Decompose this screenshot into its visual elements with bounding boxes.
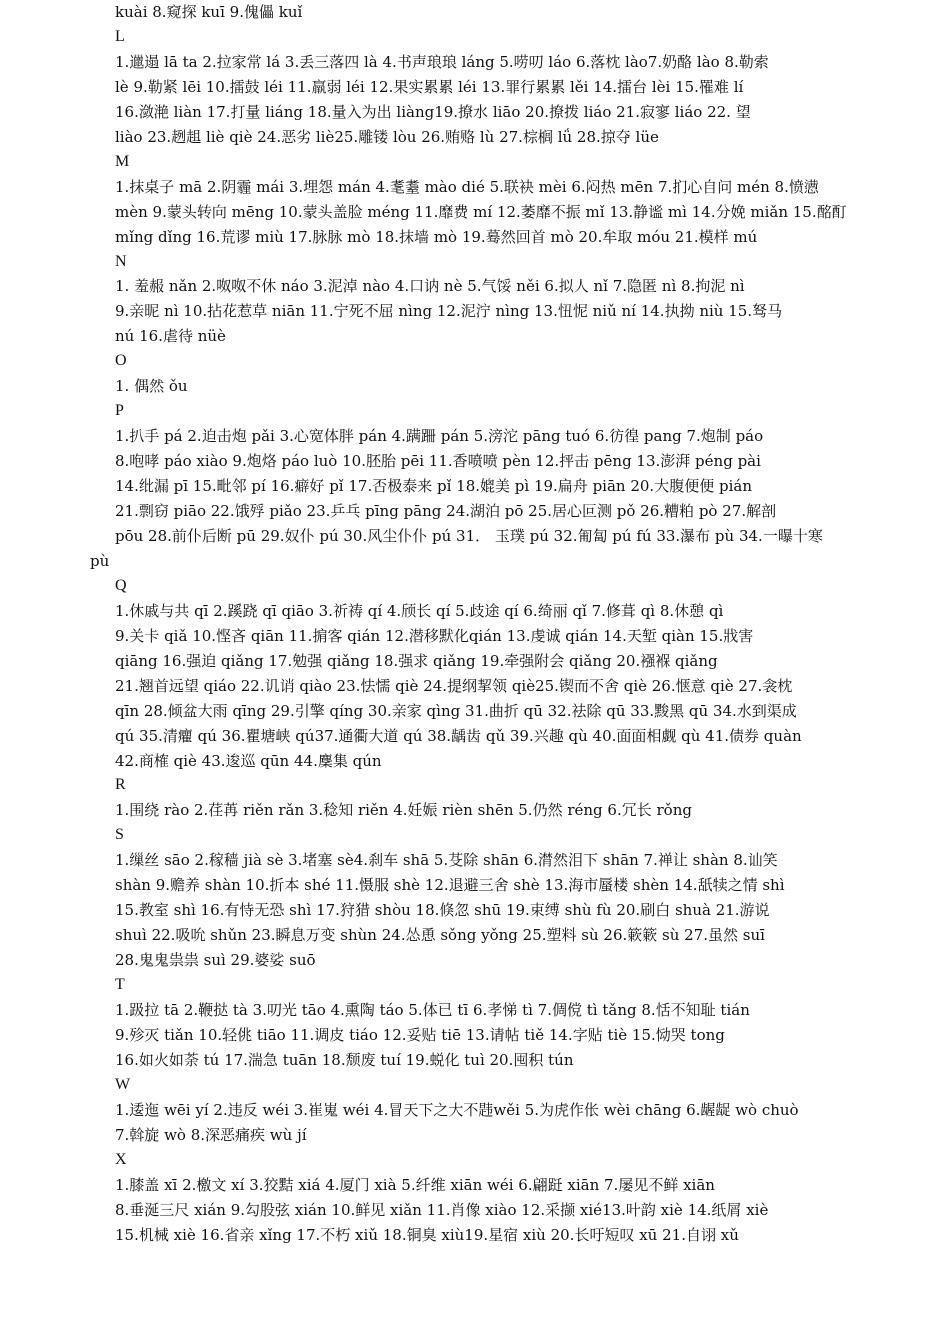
section-heading: M [115, 152, 130, 170]
text-line: 1.扒手 pá 2.迫击炮 pǎi 3.心宽体胖 pán 4.蹒跚 pán 5.滂沱 pāng tuó 6.彷徨 pang 7.炮制 páo [115, 427, 764, 446]
section-heading: Q [115, 576, 127, 594]
text-line: 1.邋遢 lā ta 2.拉家常 lá 3.丢三落四 là 4.书声琅琅 láng 5.唠叨 láo 6.落枕 lào7.奶酪 lào 8.勒索 [115, 52, 769, 71]
text-line: mǐng dǐng 16.荒谬 miù 17.脉脉 mò 18.抹墙 mò 19.蓦然回首 mò 20.牟取 móu 21.模样 mú [115, 227, 758, 246]
text-line: 9.殄灭 tiǎn 10.轻佻 tiāo 11.调皮 tiáo 12.妥贴 tiē 13.请帖 tiě 14.字贴 tiè 15.恸哭 tong [115, 1025, 725, 1044]
text-line: 1.缫丝 sāo 2.稼穑 jià sè 3.堵塞 sè4.刹车 shā 5.芟除 shān 6.潸然泪下 shān 7.禅让 shàn 8.讪笑 [115, 851, 778, 870]
section-heading: T [115, 976, 125, 993]
text-line: 21.翘首远望 qiáo 22.讥诮 qiào 23.怯懦 qiè 24.提纲挈领 qiè25.锲而不舍 qiè 26.惬意 qiè 27.衾枕 [115, 676, 793, 695]
text-line: 15.教室 shì 16.有恃无恐 shì 17.狩猎 shòu 18.倏忽 shū 19.束缚 shù fù 20.刷白 shuà 21.游说 [115, 901, 770, 920]
text-line: 1.膝盖 xī 2.檄文 xí 3.狡黠 xiá 4.厦门 xià 5.纤维 xiān wéi 6.翩跹 xiān 7.屡见不鲜 xiān [115, 1175, 715, 1194]
text-line: mèn 9.蒙头转向 mēng 10.蒙头盖脸 méng 11.靡费 mí 12.萎靡不振 mǐ 13.静谧 mì 14.分娩 miǎn 15.酩酊 [115, 202, 847, 221]
text-line: nú 16.虐待 nüè [115, 327, 226, 346]
text-line: 8.咆哮 páo xiào 9.炮烙 páo luò 10.胚胎 pēi 11.香喷喷 pèn 12.抨击 pēng 13.澎湃 péng pài [115, 452, 761, 471]
section-heading: X [115, 1150, 127, 1168]
section-heading: O [115, 352, 127, 370]
section-heading: S [115, 826, 124, 844]
text-line: 9.亲昵 nì 10.拈花惹草 niān 11.宁死不屈 nìng 12.泥泞 nìng 13.忸怩 niǔ ní 14.执拗 niù 15.驽马 [115, 302, 783, 321]
section-heading: P [115, 402, 124, 420]
text-line: 7.斡旋 wò 8.深恶痛疾 wù jí [115, 1125, 307, 1144]
text-line: qú 35.清癯 qú 36.瞿塘峡 qú37.通衢大道 qú 38.龋齿 qǔ 39.兴趣 qù 40.面面相觑 qù 41.债券 quàn [115, 726, 802, 745]
text-line: 1. 偶然 ǒu [115, 377, 188, 396]
text-line: 1.趿拉 tā 2.鞭挞 tà 3.叨光 tāo 4.熏陶 táo 5.体已 tī 6.孝悌 tì 7.倜傥 tì tǎng 8.恬不知耻 tián [115, 1001, 750, 1019]
text-line: 15.机械 xiè 16.省亲 xǐng 17.不朽 xiǔ 18.铜臭 xiù19.星宿 xiù 20.长吁短叹 xū 21.自诩 xǔ [115, 1225, 739, 1244]
text-line: 9.关卡 qiǎ 10.悭吝 qiān 11.掮客 qián 12.潜移默化qián 13.虔诚 qián 14.天堑 qiàn 15.戕害 [115, 626, 754, 645]
text-line: qiāng 16.强迫 qiǎng 17.勉强 qiǎng 18.强求 qiǎng 19.牵强附会 qiǎng 20.襁褓 qiǎng [115, 651, 718, 670]
text-line: 8.垂涎三尺 xián 9.勾股弦 xián 10.鲜见 xiǎn 11.肖像 xiào 12.采撷 xié13.叶韵 xiè 14.纸屑 xiè [115, 1200, 769, 1219]
section-heading: W [115, 1075, 131, 1093]
text-line: pōu 28.前仆后断 pū 29.奴仆 pú 30.风尘仆仆 pú 31． 玉璞 pú 32.匍匐 pú fú 33.瀑布 pù 34.一曝十寒 [115, 526, 823, 545]
text-line: kuài 8.窥探 kuī 9.傀儡 kuǐ [115, 3, 303, 21]
text-line: lè 9.勒紧 lēi 10.擂鼓 léi 11.羸弱 léi 12.果实累累 léi 13.罪行累累 lěi 14.擂台 lèi 15.罹难 lí [115, 77, 744, 96]
text-line: 1. 羞赧 nǎn 2.呶呶不休 náo 3.泥淖 nào 4.口讷 nè 5.气馁 něi 6.拟人 nǐ 7.隐匿 nì 8.拘泥 nì [115, 277, 745, 296]
text-line: 42.商榷 qiè 43.逡巡 qūn 44.麇集 qún [115, 751, 382, 770]
text-line: pù [90, 551, 110, 570]
text-line: 21.剽窃 piāo 22.饿殍 piǎo 23.乒乓 pīng pāng 24.湖泊 pō 25.居心叵测 pǒ 26.糟粕 pò 27.解剖 [115, 502, 777, 520]
text-line: 16.潋滟 liàn 17.打量 liáng 18.量入为出 liàng19.撩水 liāo 20.撩拨 liáo 21.寂寥 liáo 22. 望 [115, 102, 751, 121]
text-line: 1.围绕 rào 2.荏苒 riěn rǎn 3.稔知 riěn 4.妊娠 rièn shēn 5.仍然 réng 6.冗长 rǒng [115, 801, 692, 820]
text-line: 1.休戚与共 qī 2.蹊跷 qī qiāo 3.祈祷 qí 4.颀长 qí 5.歧途 qí 6.绮丽 qǐ 7.修葺 qì 8.休憩 qì [115, 601, 724, 620]
section-heading: N [115, 252, 127, 270]
text-line: qīn 28.倾盆大雨 qīng 29.引擎 qíng 30.亲家 qìng 31.曲折 qū 32.祛除 qū 33.黢黑 qū 34.水到渠成 [115, 701, 797, 720]
text-line: 14.纰漏 pī 15.毗邻 pí 16.癖好 pǐ 17.否极泰来 pǐ 18.媲美 pì 19.扁舟 piān 20.大腹便便 pián [115, 477, 752, 496]
text-line: 16.如火如荼 tú 17.湍急 tuān 18.颓废 tuí 19.蜕化 tuì 20.囤积 tún [115, 1050, 574, 1069]
text-line: 1.逶迤 wēi yí 2.违反 wéi 3.崔嵬 wéi 4.冒天下之大不韪wěi 5.为虎作伥 wèi chāng 6.龌龊 wò chuò [115, 1100, 799, 1119]
section-heading: R [115, 776, 126, 794]
text-line: shàn 9.赡养 shàn 10.折本 shé 11.慑服 shè 12.退避三舍 shè 13.海市蜃楼 shèn 14.舐犊之情 shì [115, 876, 785, 895]
text-line: 28.鬼鬼祟祟 suì 29.婆娑 suō [115, 951, 316, 970]
text-line: liào 23.趔趄 liè qiè 24.恶劣 liè25.雕镂 lòu 26.贿赂 lù 27.棕榈 lǘ 28.掠夺 lüe [115, 127, 659, 146]
text-line: 1.抹桌子 mā 2.阴霾 mái 3.埋怨 mán 4.耄耋 mào dié 5.联袂 mèi 6.闷热 mēn 7.扪心自问 mén 8.愤懑 [115, 177, 819, 196]
section-heading: L [115, 27, 125, 45]
text-line: shuì 22.吸吮 shǔn 23.瞬息万变 shùn 24.怂恿 sǒng yǒng 25.塑料 sù 26.簌簌 sù 27.虽然 suī [115, 926, 765, 945]
